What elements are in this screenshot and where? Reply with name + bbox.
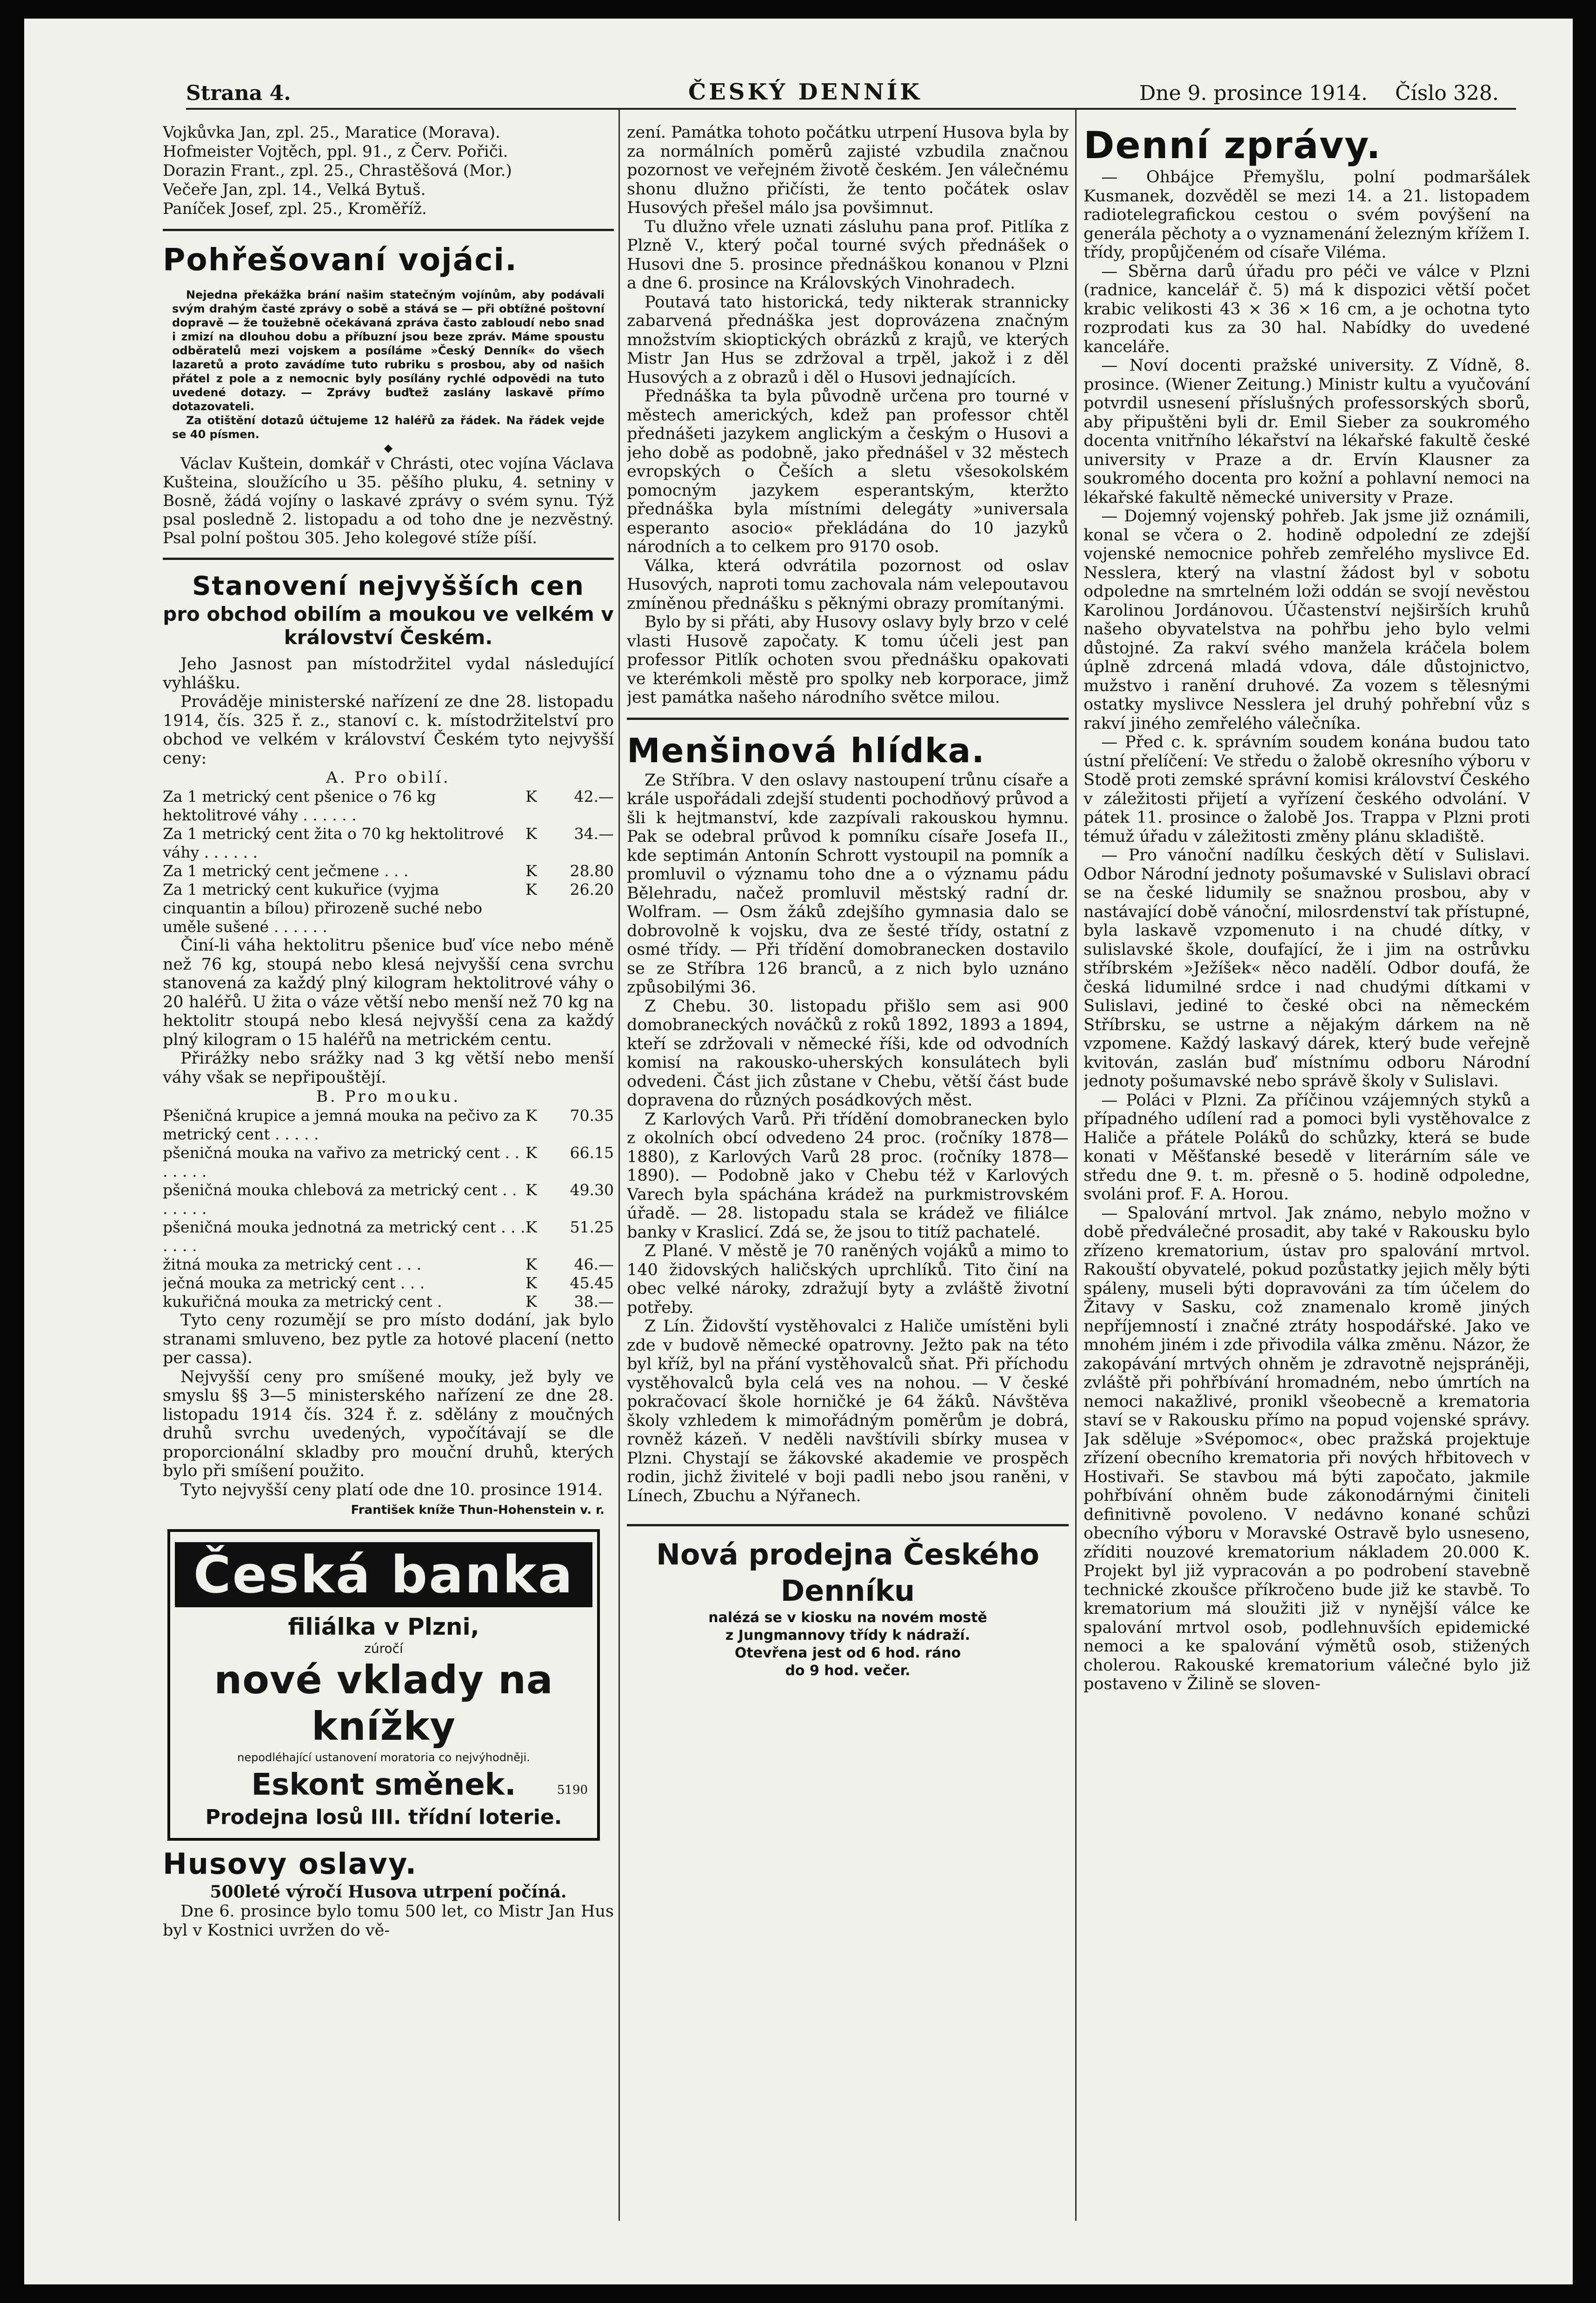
missing-notice-text: Nejedna překážka brání našim statečným vojínům, aby podávali svým drahým časté zprávy o sobě a stává se — při obtížné poštovní dopravě — že toužebně očekávaná zpráva často zabloudí nebo snad i zmizí na dlouhou dobu a příbuzní jsou beze zpráv. Máme spoustu odběratelů mezi vojskem a posíláme »Český Denník« do všech lazaretů a proto zavádíme tuto rubriku s prosbou, aby od našich přátel z pole a z nemocnic byly posílány rychlé odpovědi na tuto uvedené dotazy. — Zprávy buďtež zaslány laskavě přímo dotazovateli. bbox=[172, 288, 605, 413]
grain-note-2: Přirážky nebo srážky nad 3 kg větší nebo menší váhy však se nepřipouštějí. bbox=[163, 1049, 614, 1087]
article-paragraph: zení. Památka tohoto počátku utrpení Husova byla by za normálních poměrů zajisté vzbudila značnou pozornost ve veřejném životě českém. Jen válečnému shonu dlužno přičísti, že tento počátek oslav Husových přešel málo jsa povšimnut. bbox=[627, 123, 1069, 217]
missing-query: Václav Kuštein, domkář v Chrásti, otec vojína Václava Kušteina, sloužícího u 35. pěšího pluku, 4. setniny v Bosně, žádá vojíny o laskavé zprávy o svém synu. Týž psal posledně 2. listopadu a od toho dne je nezvěstný. Psal polní poštou 305. Jeho kolegové stíže píší. bbox=[163, 454, 614, 547]
price-row: pšeničná mouka na vařivo za metrický cent . . . . . . . K 66.15 bbox=[163, 1144, 614, 1180]
article-paragraph: Válka, která odvrátila pozornost od oslav Husových, naproti tomu zachovala nám velepoutavou zmíněnou přednášku s pěknými obrazy promítanými. bbox=[627, 556, 1069, 613]
page-number: Strana 4. bbox=[186, 81, 291, 105]
bank-moratorium: nepodléhající ustanovení moratoria co nejvýhodněji. bbox=[237, 1751, 530, 1764]
minority-report: Z Lín. Židovští vystěhovalci z Haliče umístěni byli zde v budově německé opatrovny. Ježto pak na této byl kříž, byl na přání vystěhovalců sňat. Při příchodu vystěhovalců byla celá ves na nohou. — V české pokračovací škole horničké je 64 žáků. Návštěva školy vzhledem k mimořádným poměrům je dobrá, rovněž kázeň. V neděli navštívili sbírky musea v Plzni. Chystají se žákovské akademie ve prospěch rodin, jichž živitelé v boji padli nebo jsou raněni, v Línech, Zbuchu a Nýřanech. bbox=[627, 1317, 1069, 1505]
hus-text: Dne 6. prosince bylo tomu 500 let, co Mistr Jan Hus byl v Kostnici uvržen do vě- bbox=[163, 1902, 614, 1940]
price-row: pšeničná mouka jednotná za metrický cent . . . . . . . K 51.25 bbox=[163, 1218, 614, 1255]
price-row: Za 1 metrický cent pšenice o 76 kg hektolitrové váhy . . . . . . K 42.— bbox=[163, 787, 614, 824]
column-1 bbox=[163, 123, 614, 2225]
news-item: — Spalování mrtvol. Jak známo, nebylo možno v době předválečné prosadit, aby také v Rakousku bylo zřízeno krematorium, ústav pro spalování mrtvol. Rakouští obyvatelé, pokud pozůstatky jejich měly býti spáleny, museli býti dopravováni za tím účelem do Žitavy v Sasku, což znamenalo kromě jiných nepříjemností i značné ztráty hospodářské. Jako ve mnohém jiném i zde přivodila válka změnu. Názor, že zakopávání mrtvých ohněm je zdravotně nejspráněji, zvláště při pohřbívání hromadném, nebo úmrtích na nemoci nakažlivé, pronikl všeobecně a krematoria staví se v Rakousku přímo na popud vojenské správy. Jak sděluje »Svépomoc«, obec pražská projektuje zřízení obecního krematoria při nových hřbitovech v Hostivaři. Se stavbou má býti započato, jakmile pohřbívání ohněm bude zákonodárnými činiteli definitivně povoleno. V nedávno konané schůzi obecního výboru v Moravské Ostravě bylo usneseno, zříditi nouzové krematorium nákladem 20.000 K. Projekt byl již vypracován a po podrobení stavebně technické zkoušce příkročeno bude již ke stavbě. To krematorium má sloužiti již v nynější válce ke spalování mrtvol osob, podlehnuvších epidemické nemoci a ke spalování výmětů osob, stižených cholerou. Rakouské krematorium válečné bylo již postaveno v Žilině se sloven- bbox=[1084, 1204, 1530, 1693]
kiosk-line: do 9 hod. večer. bbox=[785, 1663, 911, 1679]
kiosk-title: Nová prodejna Českého Denníku bbox=[656, 1538, 1039, 1608]
article-paragraph: Přednáška ta byla původně určena pro tourné v městech amerických, kdež pan professor chtěl přednášeti jazykem anglickým a českým o Husovi a jeho době as podobně, jako přednášel v 32 městech evropských o Češích a sletu všesokolském pomocným jazykem esperantským, kteržto přednáška byla místními delegáty »universala esperanto asocio« překládána do 10 jazyků národních a to celkem pro 9170 osob. bbox=[627, 387, 1069, 556]
price-row: žitná mouka za metrický cent . . . K 46.— bbox=[163, 1255, 614, 1273]
price-row: Pšeničná krupice a jemná mouka na pečivo za metrický cent . . . . . K 70.35 bbox=[163, 1106, 614, 1143]
column-3 bbox=[1084, 123, 1530, 2225]
prices-heading: Stanovení nejvyšších cen bbox=[192, 571, 585, 601]
minority-report: Z Chebu. 30. listopadu přišlo sem asi 900 domobraneckých nováčků z roků 1892, 1893 a 1894, kteří se zdržovali v německé říši, kde od odvodních komisí na rakousko-uherských konsulátech byli odvedeni. Část jich zůstane v Chebu, větší část bude dopravena do různých posádkových měst. bbox=[627, 997, 1069, 1110]
bank-branch: filiálka v Plzni, bbox=[288, 1613, 479, 1640]
grain-note-1: Činí-li váha hektolitru pšenice buď více nebo méně než 76 kg, stoupá nebo klesá nejvyšší cena svrchu stanovená za každý plný kilogram hektolitrové váhy o 20 haléřů. U žita o váze větší nebo menší než 70 kg na hektolitr stoupá nebo klesá nejvyšší cena za každý plný kilogram o 15 haléřů na metrickém centu. bbox=[163, 936, 614, 1049]
prices-subheading: pro obchod obilím a moukou ve velkém v království Českém. bbox=[163, 603, 614, 649]
kiosk-line: Otevřena jest od 6 hod. ráno bbox=[734, 1645, 961, 1661]
soldier-list bbox=[163, 123, 614, 219]
section-a-heading: A. Pro obilí. bbox=[326, 768, 451, 787]
minority-heading: Menšinová hlídka. bbox=[627, 731, 985, 770]
list-item: Večeře Jan, zpl. 14., Velká Bytuš. bbox=[163, 180, 426, 199]
kiosk-line: z Jungmannovy třídy k nádraží. bbox=[725, 1627, 971, 1644]
bank-discount: Eskont směnek. bbox=[251, 1768, 516, 1802]
list-item: Hofmeister Vojtěch, ppl. 91., z Červ. Pořiči. bbox=[163, 142, 508, 161]
price-row: Za 1 metrický cent žita o 70 kg hektolitrové váhy . . . . . . K 34.— bbox=[163, 825, 614, 861]
news-item: — Noví docenti pražské university. Z Vídně, 8. prosince. (Wiener Zeitung.) Ministr kultu a vyučování potvrdil usnesení příslušných professorských sborů, aby připuštěni byli dr. Emil Sieber za soukromého docenta vnitřního lékařství na lékařské fakultě české university v Praze a dr. Ervín Klausner za soukromého docenta pro kožní a pohlavní nemoci na lékařské fakultě německé university v Praze. bbox=[1084, 356, 1530, 507]
list-item: Dorazin Frant., zpl. 25., Chrastěšová (Mor.) bbox=[163, 161, 512, 180]
hus-subheading: 500leté výročí Husova utrpení počíná. bbox=[210, 1882, 567, 1902]
kiosk-line: nalézá se v kiosku na novém mostě bbox=[708, 1610, 987, 1626]
article-paragraph: Bylo by si přáti, aby Husovy oslavy byly brzo v celé vlasti Husově započaty. K tomu účeli jest pan professor Pitlík ochoten svou přednášku opakovati ve kterémkoli městě pro spolky neb korporace, jimž jest památka našeho národního světce milou. bbox=[627, 613, 1069, 707]
list-item: Vojkůvka Jan, zpl. 25., Maratice (Morava). bbox=[163, 123, 500, 142]
section-rule bbox=[163, 558, 614, 560]
news-item: — Pro vánoční nadílku českých dětí v Sulislavi. Odbor Národní jednoty pošumavské v Sulislavi obrací se na české lidumily se snažnou prosbou, aby v nastávající době vánoční, milosrdenství tak přístupné, byla laskavě vzpomenuto i na chudé dítky, v sulislavské škole, doufající, že i jim na ostrůvku stříbrském »Ježíšek« něco nadělí. Odbor doufá, že česká lidumilné srdce i nad chudými dítkami v Sulislavi, jediné to české obci na německém Stříbrsku, se ustrne a nějakým dárkem na ně vzpomene. Každý laskavý dárek, který bude veřejně kvitován, zaslán buď místnímu odboru Národní jednoty pošumavské nebo správě školy v Sulislavi. bbox=[1084, 846, 1530, 1091]
signature: František kníže Thun-Hohenstein v. r. bbox=[351, 1503, 605, 1517]
newspaper-title: ČESKÝ DENNÍK bbox=[688, 79, 922, 105]
column-divider-1 bbox=[618, 109, 620, 2221]
bank-name: Česká banka bbox=[175, 1542, 592, 1607]
page-header bbox=[186, 80, 1516, 110]
hus-heading: Husovy oslavy. bbox=[163, 1847, 418, 1881]
flour-note-2: Nejvyšší ceny pro smíšené mouky, jež byly ve smyslu §§ 3—5 ministerského nařízení ze dne 28. listopadu 1914 čís. 324 ř. z. sdělány z moučných druhů svrchu uvedených, vypočítávají se dle proporcionální skladby pro mouční druhů, kterých bylo při smíšení použito. bbox=[163, 1367, 614, 1480]
prices-intro-2: Prováděje ministerské nařízení ze dne 28. listopadu 1914, čís. 325 ř. z., stanoví c. k. místodržitelství pro obchod ve velkém v království Českém tyto nejvyšší ceny: bbox=[163, 692, 614, 768]
news-item: — Dojemný vojenský pohřeb. Jak jsme již oznámili, konal se včera o 2. hodině odpolední ze zdejší vojenské nemocnice pohřeb zemřelého myslivce Ed. Nesslera, který na vlastní žádost byl v sobotu odpoledne na smrtelném loži oddán se svojí nevěstou Karolinou Jordánovou. Účastenství nejširších kruhů našeho obyvatelstva na pohřbu jeho bylo velmi důstojné. Za rakví svého manžela kráčela bolem úplně zdrcená mladá vdova, dále důstojnictvo, mužstvo i ranění druhové. Za vozem s tělesnými ostatky myslivce Nesslera jel druhý pohřební vůz s rakví jiného zemřelého válečníka. bbox=[1084, 507, 1530, 733]
price-row: pšeničná mouka chlebová za metrický cent . . . . . . . K 49.30 bbox=[163, 1181, 614, 1218]
price-row: Za 1 metrický cent ječmene . . . K 28.80 bbox=[163, 862, 614, 880]
minority-report: Ze Stříbra. V den oslavy nastoupení trůnu císaře a krále uspořádali zdejší studenti pochodňový průvod a šli k hejtmanství, kde zazpívali rakouskou hymnu. Pak se odebral průvod k pomníku císaře Josefa II., kde septimán Antonín Schrott vystoupil na pomník a promluvil o významu toho dne a o významu pádu Bělehradu, načež promluvil městský radní dr. Wolfram. — Osm žáků zdejšího gymnasia dalo se dobrovolně k vojsku, dva ze šesté třídy, ostatní z osmé třídy. — Při třídění domobranecken dostavilo se ze Stříbra 126 branců, a z nich bylo uznáno způsobilými 36. bbox=[627, 771, 1069, 997]
missing-fee-text: Za otištění dotazů účtujeme 12 haléřů za řádek. Na řádek vejde se 40 písmen. bbox=[172, 414, 605, 441]
daily-news-heading: Denní zprávy. bbox=[1084, 124, 1382, 167]
news-item: — Poláci v Plzni. Za příčinou vzájemných styků a případného udílení rad a pomoci byli vystěhovalce z Haliče a přátele Poláků do schůzky, která se bude konati v Měšťanské besedě v literárním sále ve středu dne 9. t. m. přesně o 5. hodině odpoledne, svoláni prof. F. A. Horou. bbox=[1084, 1091, 1530, 1204]
section-rule bbox=[627, 718, 1069, 720]
missing-notice bbox=[172, 288, 605, 441]
ad-code: 5190 bbox=[557, 1783, 588, 1797]
minority-report: Z Plané. V městě je 70 raněných vojáků a mimo to 140 židovských haličských uprchlíků. Tito činí na obec velké nároky, zdražují byty a zvláště životní potřeby. bbox=[627, 1242, 1069, 1317]
kiosk-advertisement bbox=[627, 1537, 1069, 1680]
column-divider-2 bbox=[1075, 109, 1077, 2221]
flour-note-3: Tyto nejvyšší ceny platí ode dne 10. prosince 1914. bbox=[180, 1480, 603, 1499]
list-item: Paníček Josef, zpl. 25., Kroměříž. bbox=[163, 200, 427, 218]
issue-date: Dne 9. prosince 1914. bbox=[1139, 81, 1368, 105]
news-item: — Sběrna darů úřadu pro péči ve válce v Plzni (radnice, kancelář č. 5) má k dispozici větší počet krabic velikosti 43 × 36 × 16 cm, a je ochotna tyto rozprodati kus za 30 hal. Nabídky do uvedené kanceláře. bbox=[1084, 262, 1530, 356]
price-row: Za 1 metrický cent kukuřice (vyjma cinquantin a bílou) přirozeně suché nebo uměle sušené . . . . . . K 26.20 bbox=[163, 880, 614, 936]
minority-report: Z Karlových Varů. Při třídění domobranecken bylo z okolních obcí odvedeno 24 proc. (ročníky 1878—1880), z Karlových Varů 28 proc. (ročníky 1878—1890). — Podobně jako v Chebu též v Karlových Varech byla spáchána krádež na purkmistrovském úřadě. — 28. listopadu stala se krádež ve filiálce banky v Kraslicí. Zdá se, že jsou to titíž pachatelé. bbox=[627, 1110, 1069, 1242]
section-rule bbox=[163, 229, 614, 231]
news-item: — Před c. k. správním soudem konána budou tato ústní přelíčení: Ve středu o žalobě okresního výboru v Stodě proti zemské správní komisi království Českého v záležitosti přijetí a vyřízení českého odvolání. V pátek 11. prosince o žalobě Jos. Trappa v Plzni proti témuž úřadu v záležitosti změny plánu skladiště. bbox=[1084, 733, 1530, 846]
news-item: — Ohbájce Přemyšlu, polní podmaršálek Kusmanek, dozvěděl se mezi 14. a 21. listopadem radiotelegrafickou cestou o svém povýšení na generála pěchoty a o vyznamenání železným křížem I. třídy, propůjčeném od císaře Viléma. bbox=[1084, 168, 1530, 262]
article-paragraph: Poutavá tato historická, tedy nikterak strannicky zabarvená přednáška jest doprovázena značným množstvím skioptických obrázků z krajů, ve kterých Mistr Jan Hus se zdržoval a trpěl, jakož i z děl Husových a z obrazů i děl o Husovi jednajících. bbox=[627, 293, 1069, 387]
price-row: ječná mouka za metrický cent . . . K 45.45 bbox=[163, 1274, 614, 1292]
section-b-heading: B. Pro mouku. bbox=[316, 1087, 460, 1106]
prices-intro-1: Jeho Jasnost pan místodržitel vydal následující vyhlášku. bbox=[163, 655, 614, 692]
column-2 bbox=[627, 123, 1069, 2225]
bank-lottery: Prodejna losů III. třídní loterie. bbox=[205, 1805, 562, 1829]
bank-advertisement bbox=[167, 1529, 600, 1841]
bank-rate: zúročí bbox=[364, 1641, 403, 1656]
ornament: ◆ bbox=[384, 441, 393, 454]
article-paragraph: Tu dlužno vřele uznati zásluhu pana prof. Pitlíka z Plzně V., který počal tourné svých přednášek o Husovi dne 5. prosince přednáškou konanou v Plzni a dne 6. prosince na Královských Vinohradech. bbox=[627, 217, 1069, 293]
missing-soldiers-heading: Pohřešovaní vojáci. bbox=[163, 242, 518, 278]
bank-deposits: nové vklady na knížky bbox=[214, 1657, 553, 1749]
section-rule bbox=[627, 1524, 1069, 1526]
price-row: kukuřičná mouka za metrický cent . K 38.— bbox=[163, 1292, 614, 1311]
flour-note-1: Tyto ceny rozumějí se pro místo dodání, jak bylo stranami smluveno, bez pytle za hotové placení (netto per cassa). bbox=[163, 1311, 614, 1367]
issue-number: Číslo 328. bbox=[1395, 81, 1499, 105]
